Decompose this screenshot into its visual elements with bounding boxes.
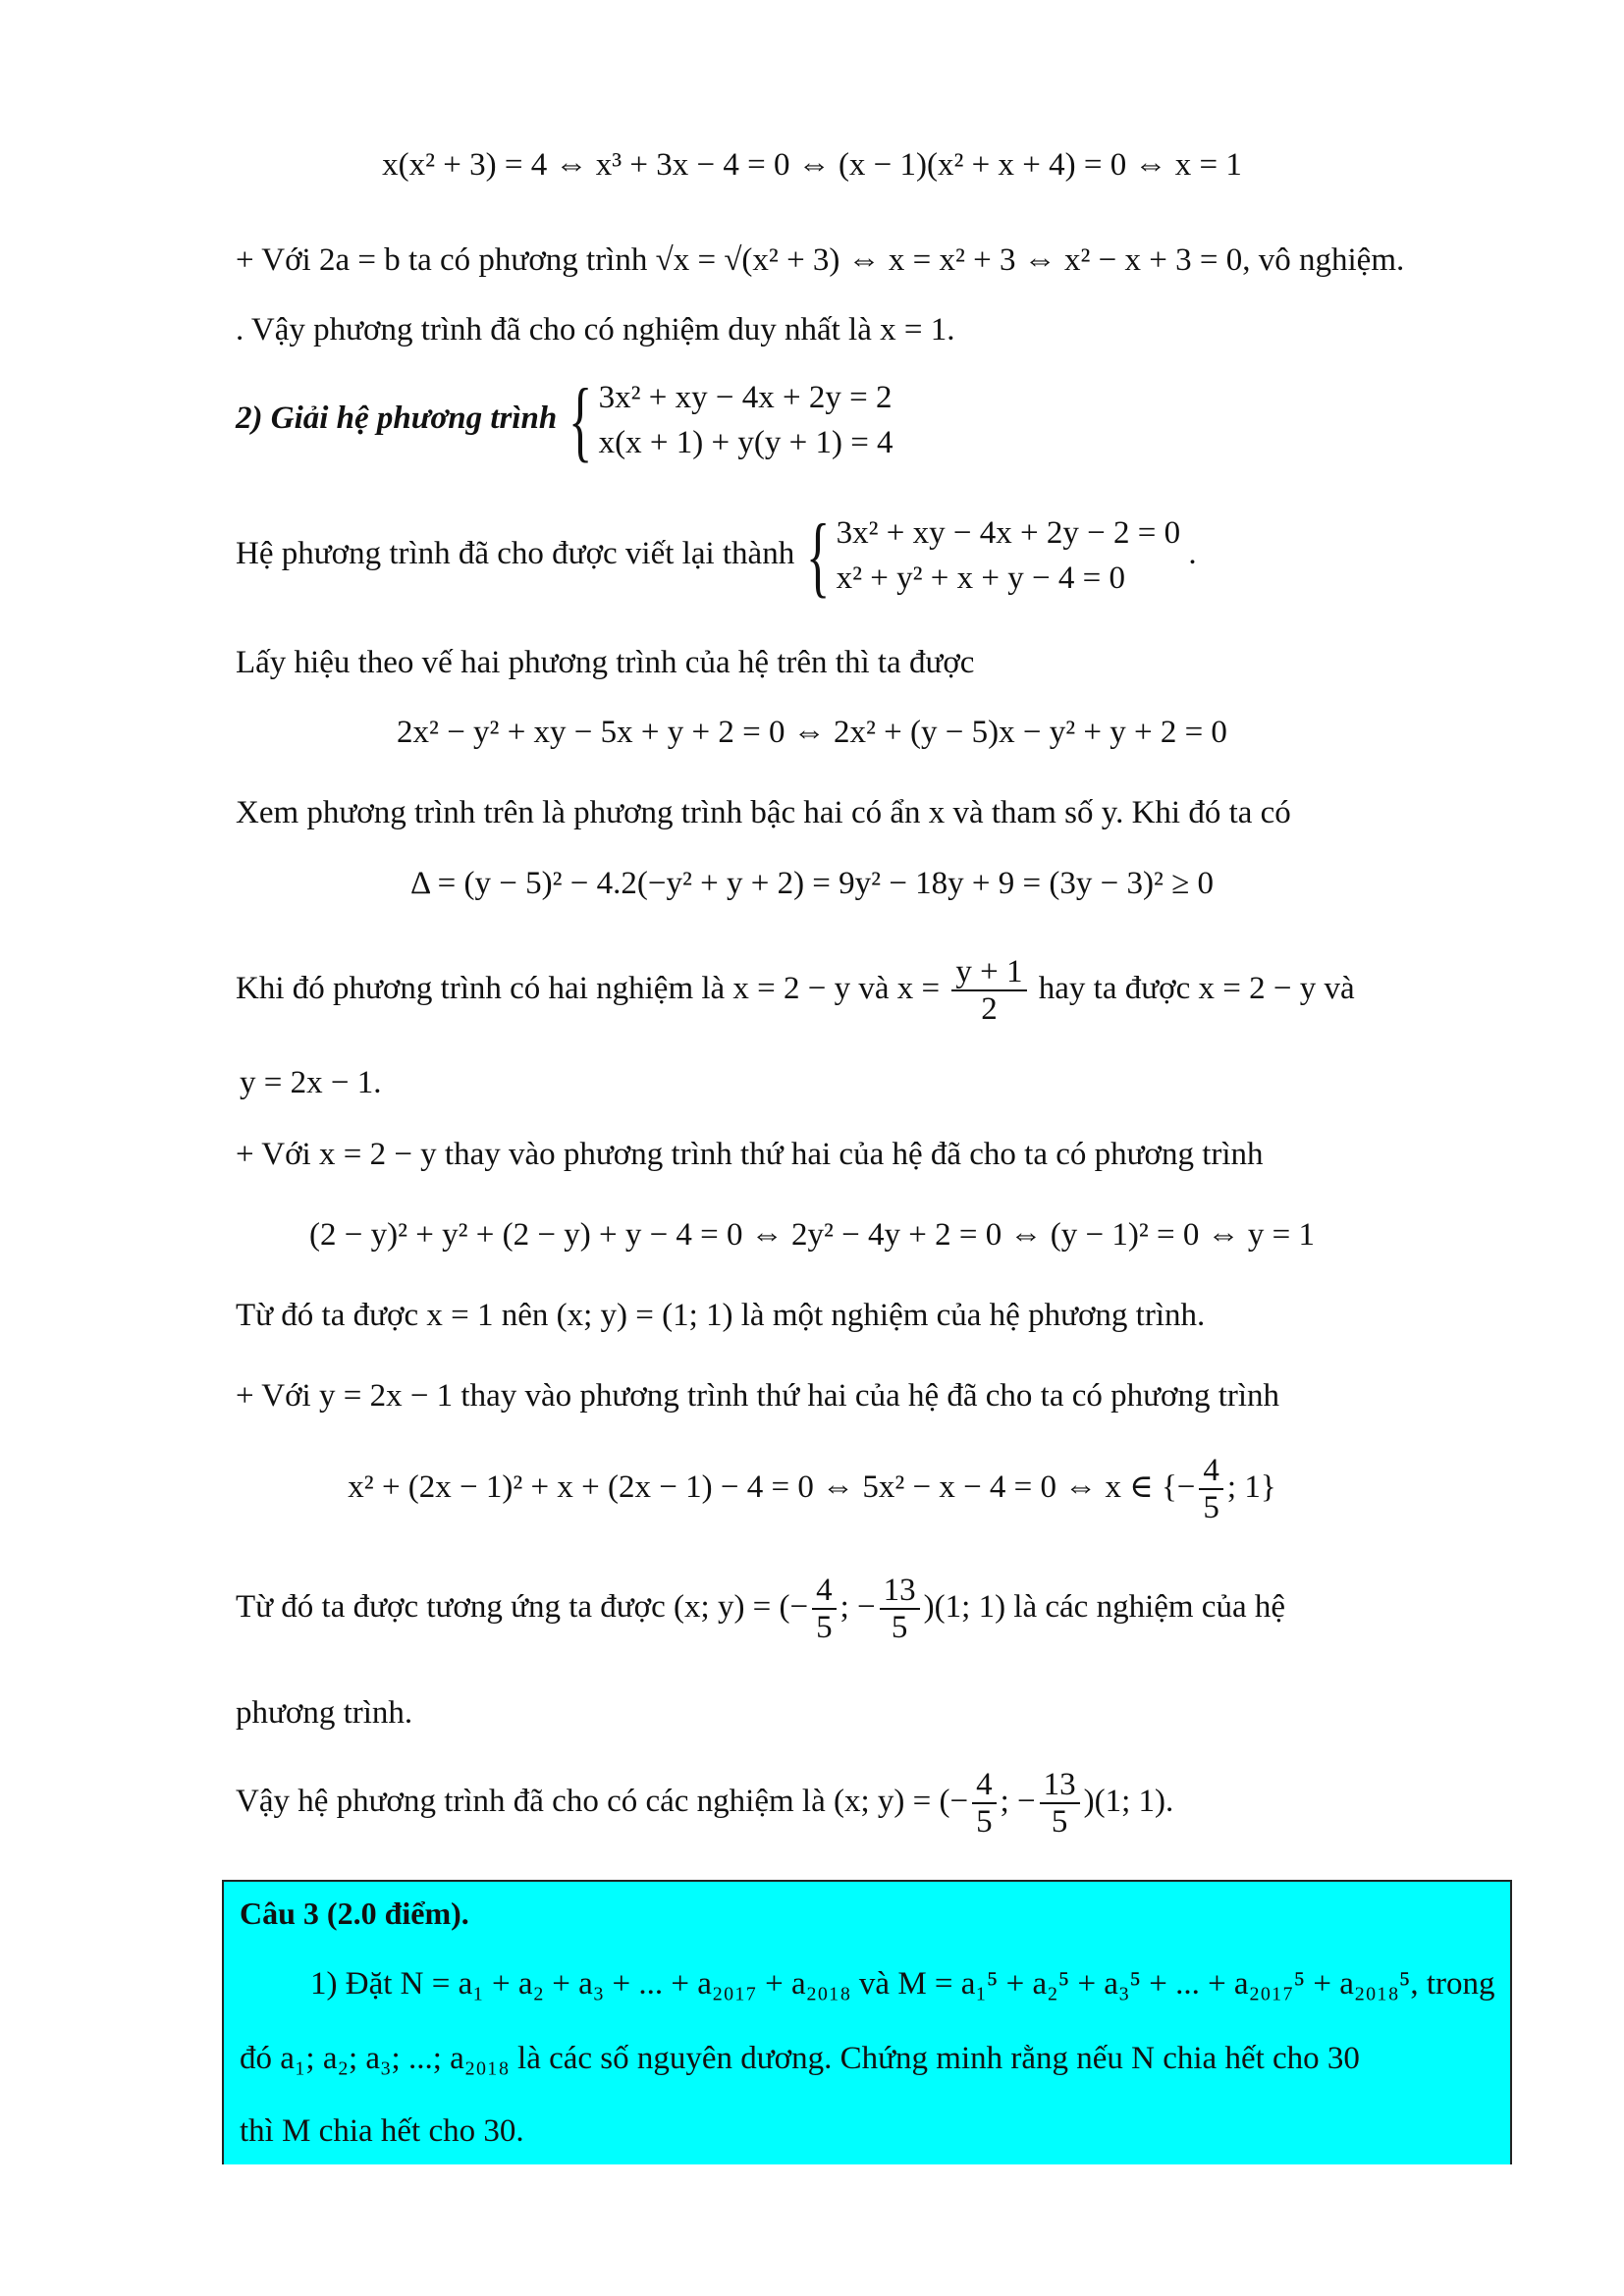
question-3-line-2: đó a₁; a₂; a₃; ...; a₂₀₁₈ là các số nguyên dương. Chứng minh rằng nếu N chia hết cho 30 xyxy=(240,2041,1360,2076)
system-2-eq-2: x² + y² + x + y − 4 = 0 xyxy=(836,561,1125,597)
corresponding-text-b: )(1; 1) là các nghiệm của hệ xyxy=(923,1588,1285,1625)
question-3-heading: Câu 3 (2.0 điểm). xyxy=(240,1896,469,1931)
text-line-case-x-2-y: + Với x = 2 − y thay vào phương trình thứ hai của hệ đã cho ta có phương trình xyxy=(236,1137,1264,1172)
final-separator: ; − xyxy=(1000,1783,1036,1819)
fraction-denominator: 5 xyxy=(1051,1804,1068,1841)
text-line-subtract: Lấy hiệu theo vế hai phương trình của hệ trên thì ta được xyxy=(236,645,975,680)
final-text-b: )(1; 1). xyxy=(1083,1783,1174,1819)
fraction-numerator: 4 xyxy=(972,1767,997,1804)
text-line-phuong-trinh: phương trình. xyxy=(236,1695,413,1731)
rewritten-system-period: . xyxy=(1188,535,1197,571)
equation-system-1 xyxy=(565,370,893,471)
question-3-line-1: 1) Đặt N = a₁ + a₂ + a₃ + ... + a₂₀₁₇ + a₂₀₁₈ và M = a₁⁵ + a₂⁵ + a₃⁵ + ... + a₂₀₁₇⁵ + a₂₀₁₈⁵, trong xyxy=(310,1966,1495,2002)
fraction-numerator: y + 1 xyxy=(951,954,1026,991)
fraction-y-plus-1-over-2 xyxy=(951,954,1026,1028)
corresponding-separator: ; − xyxy=(839,1588,876,1625)
system-problem-line xyxy=(236,370,893,471)
system-1-eq-2: x(x + 1) + y(y + 1) = 4 xyxy=(598,425,893,461)
text-line-y-eq: y = 2x − 1. xyxy=(240,1065,382,1100)
text-line-solution-1: Từ đó ta được x = 1 nên (x; y) = (1; 1) là một nghiệm của hệ phương trình. xyxy=(236,1298,1206,1333)
equation-line-1: x(x² + 3) = 4 ⇔ x³ + 3x − 4 = 0 ⇔ (x − 1)(x² + x + 4) = 0 ⇔ x = 1 xyxy=(382,147,1242,183)
equation-line-discriminant: Δ = (y − 5)² − 4.2(−y² + y + 2) = 9y² − 18y + 9 = (3y − 3)² ≥ 0 xyxy=(410,866,1214,901)
fraction-denominator: 5 xyxy=(891,1610,908,1646)
text-line-case-2a-b: + Với 2a = b ta có phương trình √x = √(x² + 3) ⇔ x = x² + 3 ⇔ x² − x + 3 = 0, vô nghiệm. xyxy=(236,242,1405,278)
rewritten-system-line xyxy=(236,506,1197,607)
fraction-numerator: 13 xyxy=(880,1573,920,1610)
fraction-13-over-5 xyxy=(880,1573,920,1646)
substitute-2-text-b: ; 1} xyxy=(1226,1468,1276,1505)
text-line-conclusion-1: . Vậy phương trình đã cho có nghiệm duy nhất là x = 1. xyxy=(236,312,955,347)
equation-system-2 xyxy=(802,506,1181,607)
fraction-13-over-5 xyxy=(1040,1767,1080,1841)
fraction-denominator: 5 xyxy=(816,1610,833,1646)
text-line-case-y-2x-1: + Với y = 2x − 1 thay vào phương trình thứ hai của hệ đã cho ta có phương trình xyxy=(236,1378,1280,1414)
fraction-denominator: 5 xyxy=(1203,1490,1219,1526)
fraction-numerator: 4 xyxy=(812,1573,837,1610)
system-1-eq-1: 3x² + xy − 4x + 2y = 2 xyxy=(598,380,893,415)
text-line-quadratic-in-x: Xem phương trình trên là phương trình bậc hai có ẩn x và tham số y. Khi đó ta có xyxy=(236,795,1291,830)
equation-line-substitute-1: (2 − y)² + y² + (2 − y) + y − 4 = 0 ⇔ 2y² − 4y + 2 = 0 ⇔ (y − 1)² = 0 ⇔ y = 1 xyxy=(309,1217,1315,1253)
fraction-numerator: 13 xyxy=(1040,1767,1080,1804)
equation-line-substitute-2 xyxy=(0,1453,1624,1526)
left-brace-icon: { xyxy=(568,370,593,471)
corresponding-text-a: Từ đó ta được tương ứng ta được (x; y) = (− xyxy=(236,1588,809,1625)
text-line-two-roots xyxy=(236,954,1355,1028)
two-roots-text-b: hay ta được x = 2 − y và xyxy=(1038,970,1355,1006)
section-title: 2) Giải hệ phương trình xyxy=(236,400,558,436)
substitute-2-text-a: x² + (2x − 1)² + x + (2x − 1) − 4 = 0 ⇔ 5x² − x − 4 = 0 ⇔ x ∈ {− xyxy=(348,1468,1196,1505)
fraction-4-over-5 xyxy=(812,1573,837,1646)
final-text-a: Vậy hệ phương trình đã cho có các nghiệm là (x; y) = (− xyxy=(236,1783,969,1819)
equation-line-quadratic: 2x² − y² + xy − 5x + y + 2 = 0 ⇔ 2x² + (y − 5)x − y² + y + 2 = 0 xyxy=(397,715,1227,750)
question-3-line-3: thì M chia hết cho 30. xyxy=(240,2113,524,2149)
question-3-box xyxy=(222,1880,1512,2164)
fraction-denominator: 2 xyxy=(981,991,998,1028)
rewritten-system-text: Hệ phương trình đã cho được viết lại thành xyxy=(236,535,795,571)
two-roots-text-a: Khi đó phương trình có hai nghiệm là x = 2 − y và x = xyxy=(236,970,941,1006)
text-line-corresponding-solutions xyxy=(236,1573,1285,1646)
left-brace-icon: { xyxy=(806,506,831,607)
fraction-4-over-5 xyxy=(972,1767,997,1841)
text-line-final-conclusion xyxy=(236,1767,1173,1841)
fraction-denominator: 5 xyxy=(976,1804,993,1841)
system-2-eq-1: 3x² + xy − 4x + 2y − 2 = 0 xyxy=(836,515,1181,551)
fraction-4-over-5 xyxy=(1199,1453,1223,1526)
fraction-numerator: 4 xyxy=(1199,1453,1223,1490)
